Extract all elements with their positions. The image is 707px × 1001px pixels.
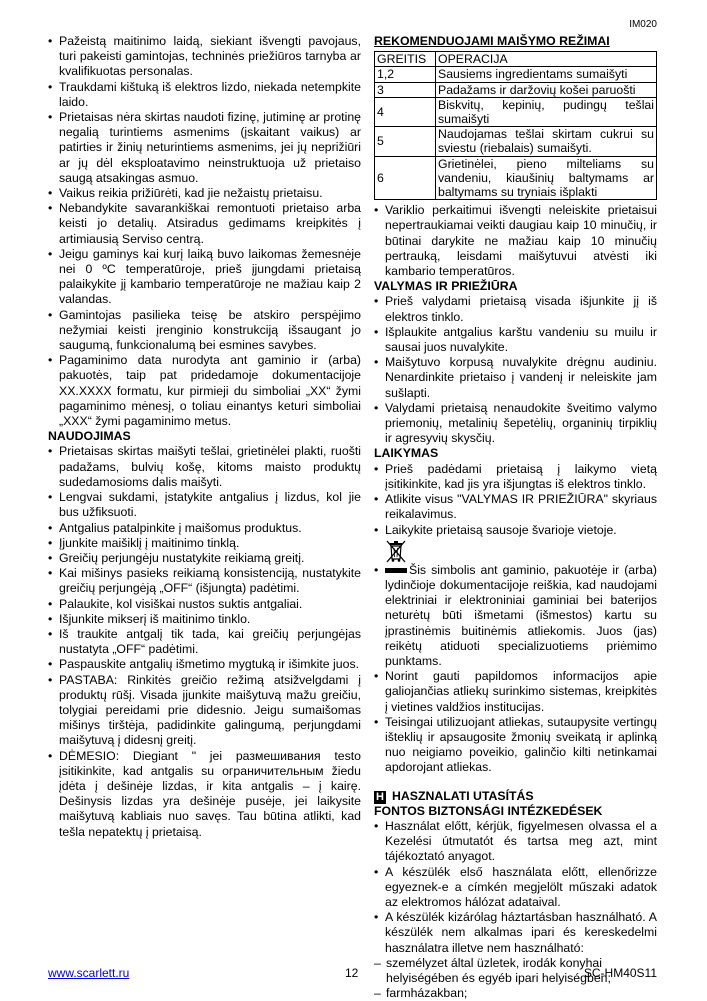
list-item: • A készülék kizárólag háztartásban használható. A készülék nem alkalmas ipari és kereskedelmi használatra illetve nem használható: [374, 910, 657, 956]
weee-text-body: Šis simbolis ant gaminio, pakuotėje ir (arba) lydinčioje dokumentacijoje reiškia, kad naudojami elektriniai ir elektroniniai gaminiai bei baterijos neturėtų būti išmetami (išmestos) kartu su įprastinėmis buitinėmis atliekomis. Juos (jas) reikėtų atiduoti specializuotiems priėmimo punktams. [385, 562, 657, 668]
left-column [48, 34, 361, 840]
list-item: • Prieš padėdami prietaisą į laikymo vietą įsitikinkite, kad jis yra išjungtas iš elektros tinklo. [374, 462, 657, 492]
list-item: • Nebandykite savarankiškai remontuoti prietaiso arba keisti jo detalių. Atsiradus gedimams kreipkitės į artimiausią Serviso centrą. [48, 201, 361, 247]
motor-note-list [374, 203, 657, 279]
safety-list [48, 34, 361, 429]
list-item: • Atlikite visus "VALYMAS IR PRIEŽIŪRA" skyriaus reikalavimus. [374, 492, 657, 522]
cleaning-list [374, 294, 657, 446]
list-item: • Teisingai utilizuojant atliekas, sutaupysite vertingų išteklių ir apsaugosite žmonių sveikatą ir aplinką nuo neigiamo poveikio, galinčio kilti netinkamai apdorojant atliekas. [374, 715, 657, 776]
list-item: – személyzet által üzletek, irodák konyhai helyiségében és egyéb ipari helyiségben; [374, 956, 657, 986]
list-item: • Vaikus reikia prižiūrėti, kad jie nežaistų prietaisu. [48, 186, 361, 201]
weee-symbol-block [374, 539, 657, 563]
modes-heading: REKOMENDUOJAMI MAIŠYMO REŽIMAI [374, 34, 610, 48]
list-item: • Įjunkite maišiklį į maitinimo tinklą. [48, 536, 361, 551]
table-cell: Grietinėlei, pieno milteliams su vandeniu, kiaušinių baltymams ar baltymams su tryniais išplakti [436, 156, 657, 200]
storage-list [374, 462, 657, 538]
table-cell: Padažams ir daržovių košei paruošti [436, 82, 657, 97]
language-badge: H [374, 791, 386, 804]
table-header-cell: OPERACIJA [436, 52, 657, 67]
list-item: – farmházakban; [374, 986, 657, 1001]
weee-text [374, 563, 657, 669]
list-item: • Használat előtt, kérjük, figyelmesen olvassa el a Kezelési útmutatót és tartsa meg azt, mint tájékoztató anyagot. [374, 819, 657, 865]
table-cell: Biskvitų, kepinių, pudingų tešlai sumaišyti [436, 97, 657, 126]
list-item: • Lengvai sukdami, įstatykite antgalius į lizdus, kol jie bus užfiksuoti. [48, 490, 361, 520]
list-item: • Prietaisas skirtas maišyti tešlai, grietinėlei plakti, ruošti padažams, bulvių košę, kitoms maisto produktų sudedamosioms dalis maišyti. [48, 444, 361, 490]
usage-list [48, 444, 361, 839]
hu-heading [374, 789, 657, 804]
usage-heading: NAUDOJIMAS [48, 429, 131, 444]
hu-title: HASZNALATI UTASÍTÁS [392, 788, 534, 803]
storage-heading: LAIKYMAS [374, 446, 439, 461]
table-row [375, 82, 657, 97]
list-item: • Prietaisas nėra skirtas naudoti fizinę, jutiminę ar protinę negalią turintiems asmenims (įskaitant vaikus) ar patirties ir žinių neturintiems asmenims, jei jų neprižiūri ar jų dėl eksploatavimo neinstruktuoja už prietaiso saugą atsakingas asmuo. [48, 110, 361, 186]
list-item: • A készülék első használata előtt, ellenőrizze egyeznek-e a címkén megjelölt műszaki adatok az elektromos hálózat adataival. [374, 865, 657, 911]
table-cell: 3 [375, 82, 436, 97]
page-number: 12 [345, 966, 359, 980]
table-cell: 6 [375, 156, 436, 200]
table-cell: 4 [375, 97, 436, 126]
table-header-row [375, 52, 657, 67]
list-item: • Prieš valydami prietaisą visada išjunkite jį iš elektros tinklo. [374, 294, 657, 324]
list-item: • DĖMESIO: Diegiant " jei размешивания testo įsitikinkite, kad antgalis su ограничительным žiedu įdėta į dešinėje lizdas, ir kita antgalis – į kairę. Dešinysis lizdas yra dešinėje pusėje, jei laikysite maišytuvą kabliais nuo savęs. Tau būtina atlikti, kad tešla nepatektų į prietaisą. [48, 749, 361, 840]
table-row [375, 156, 657, 200]
list-item: • Iš traukite antgalį tik tada, kai greičių perjungėjas nustatyta „OFF“ padėtimi. [48, 627, 361, 657]
list-item: • Maišytuvo korpusą nuvalykite drėgnu audiniu. Nenardinkite prietaiso į vandenį ir neleiskite jam sušlapti. [374, 355, 657, 401]
list-item: • Pagaminimo data nurodyta ant gaminio ir (arba) pakuotės, taip pat pridedamoje dokumentacijoje XX.XXXX formatu, kur pirmieji du simboliai „XX“ žymi pagaminimo mėnesį, o toliau einantys keturi simboliai „XXX“ žymi pagaminimo metus. [48, 353, 361, 429]
weee-bar-icon [385, 568, 407, 573]
speed-table [374, 51, 657, 200]
table-cell: 1,2 [375, 67, 436, 82]
list-item: • PASTABA: Rinkitės greičio režimą atsižvelgdami į produktų rūšį. Visada įjunkite maišytuvą mažu greičiu, tolygiai pereidami prie didesnio. Jeigu sumaišomas mišinys tirštėja, padidinkite galingumą, perjungdami maišytuvą į didesnį greitį. [48, 673, 361, 749]
list-item: • Palaukite, kol visiškai nustos suktis antgaliai. [48, 597, 361, 612]
motor-note: • Variklio perkaitimui išvengti neleiskite prietaisui nepertraukiamai veikti daugiau kaip 10 minučių, ir būtinai darykite ne mažiau kaip 10 minučių pertrauką, leisdami maišytuvui atvėsti iki kambario temperatūros. [374, 203, 657, 279]
table-row [375, 67, 657, 82]
list-item: • Laikykite prietaisą sausoje švarioje vietoje. [374, 523, 657, 538]
table-cell: Sausiems ingredientams sumaišyti [436, 67, 657, 82]
document-code: IM020 [629, 19, 657, 30]
list-item: • Gamintojas pasilieka teisę be atskiro perspėjimo nežymiai keisti įrenginio konstrukciją išsaugant jo saugumą, funkcionalumą bei esmines savybes. [48, 308, 361, 354]
cleaning-heading: VALYMAS IR PRIEŽIŪRA [374, 279, 518, 294]
crossed-bin-icon [385, 539, 407, 563]
table-cell: Naudojamas tešlai skirtam cukrui su sviestu (riebalais) sumaišyti. [436, 127, 657, 156]
list-item: • Jeigu gaminys kai kurį laiką buvo laikomas žemesnėje nei 0 ºC temperatūroje, prieš įjungdami prietaisą palaikykite jį kambario temperatūroje ne mažiau kaip 2 valandas. [48, 247, 361, 308]
right-column [374, 34, 657, 1001]
list-item: • Paspauskite antgalių išmetimo mygtuką ir išimkite juos. [48, 657, 361, 672]
list-item: • Kai mišinys pasieks reikiamą konsistenciją, nustatykite greičių perjungėją „OFF“ (išjungta) padėtimi. [48, 566, 361, 596]
model-number: SC-HM40S11 [583, 966, 657, 980]
list-item: • Valydami prietaisą nenaudokite šveitimo valymo priemonių, metalinių šepetėlių, organinių tirpiklių ir agresyvių skysčių. [374, 401, 657, 447]
hu-list [374, 819, 657, 956]
website-link[interactable]: www.scarlett.ru [48, 966, 130, 980]
list-item: • Išplaukite antgalius karštu vandeniu su muilu ir sausai juos nuvalykite. [374, 325, 657, 355]
list-item: • Traukdami kištuką iš elektros lizdo, niekada netempkite laido. [48, 80, 361, 110]
weee-list [374, 563, 657, 776]
table-header-cell: GREITIS [375, 52, 436, 67]
table-row [375, 97, 657, 126]
list-item: • Išjunkite mikserį iš maitinimo tinklo. [48, 612, 361, 627]
list-item: • Norint gauti papildomos informacijos apie galiojančias atliekų surinkimo sistemas, kreipkitės į vietines valdžios institucijas. [374, 669, 657, 715]
table-row [375, 127, 657, 156]
list-item: • Antgalius patalpinkite į maišomus produktus. [48, 521, 361, 536]
list-item: • Pažeistą maitinimo laidą, siekiant išvengti pavojaus, turi pakeisti gamintojas, techninės priežiūros tarnyba ar kvalifikuotas personalas. [48, 34, 361, 80]
hu-subheading: FONTOS BIZTONSÁGI INTÉZKEDÉSEK [374, 803, 603, 818]
list-item: • Greičių perjungėju nustatykite reikiamą greitį. [48, 551, 361, 566]
table-cell: 5 [375, 127, 436, 156]
